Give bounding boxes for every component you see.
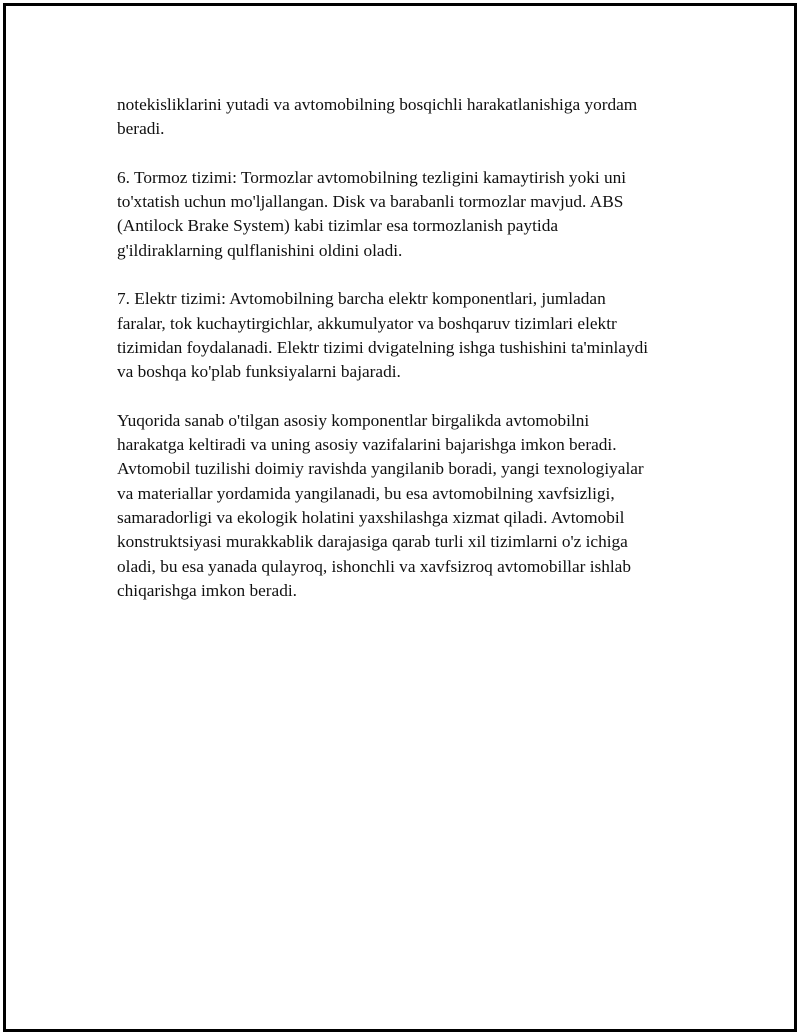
paragraph-electrical-system: 7. Elektr tizimi: Avtomobilning barcha elektr komponentlari, jumladan faralar, tok kuchaytirgichlar, akkumulyator va boshqaruv tizimlari elektr tizimidan foydalanadi. Elektr tizimi dvigatelning ishga tushishini ta'minlaydi va boshqa ko'plab funksiyalarni bajaradi. <box>117 289 649 382</box>
document-body <box>117 93 707 628</box>
paragraph-conclusion: Yuqorida sanab o'tilgan asosiy komponentlar birgalikda avtomobilni harakatga keltiradi va uning asosiy vazifalarini bajarishga imkon beradi. Avtomobil tuzilishi doimiy ravishda yangilanib boradi, yangi texnologiyalar va materiallar yordamida yangilanadi, bu esa avtomobilning xavfsizligi, samaradorligi va ekologik holatini yaxshilashga xizmat qiladi. Avtomobil konstruktsiyasi murakkablik darajasiga qarab turli xil tizimlarni o'z ichiga oladi, bu esa yanada qulayroq, ishonchli va xavfsizroq avtomobillar ishlab chiqarishga imkon beradi. <box>117 410 644 600</box>
paragraph-continuation: notekisliklarini yutadi va avtomobilning bosqichli harakatlanishiga yordam beradi. <box>117 95 638 139</box>
paragraph-brake-system: 6. Tormoz tizimi: Tormozlar avtomobilning tezligini kamaytirish yoki uni to'xtatish uchun mo'ljallangan. Disk va barabanli tormozlar mavjud. ABS (Antilock Brake System) kabi tizimlar esa tormozlanish paytida g'ildiraklarning qulflanishini oldini oladi. <box>117 167 627 260</box>
